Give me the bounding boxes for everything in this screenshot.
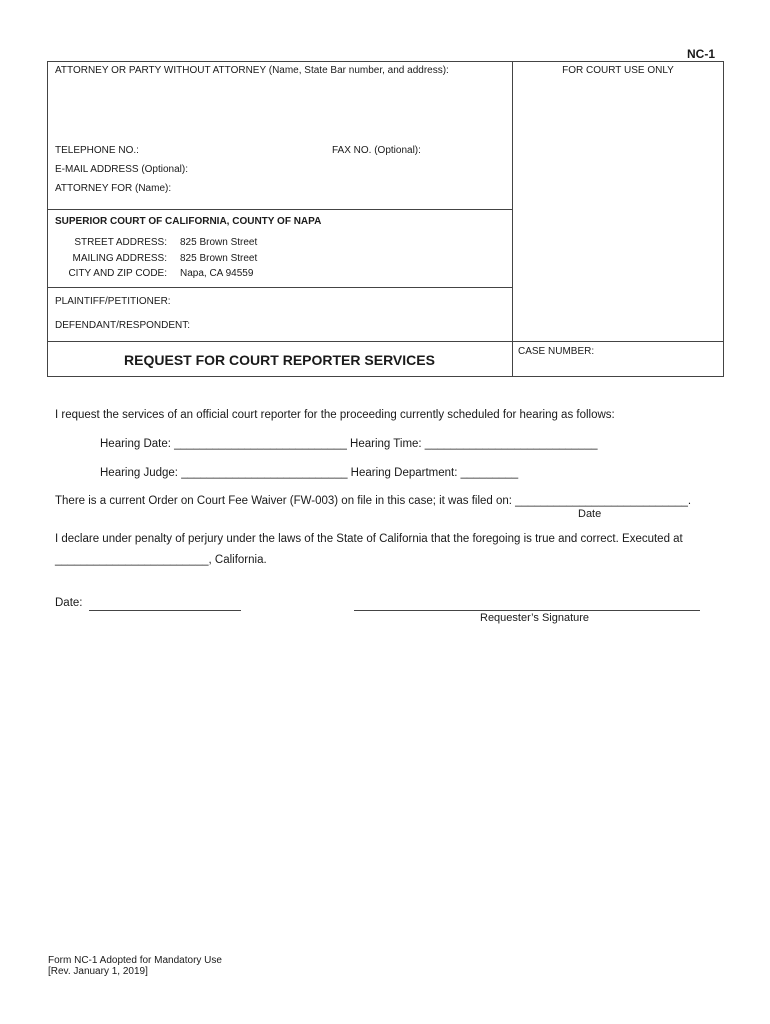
telephone-label: TELEPHONE NO.:	[55, 145, 139, 156]
declaration-text: I declare under penalty of perjury under the laws of the State of California that the foregoing is true and correct. Executed at	[55, 533, 683, 545]
divider-parties-title	[47, 341, 724, 342]
city-zip-value: Napa, CA 94559	[180, 268, 254, 279]
attorney-for-label: ATTORNEY FOR (Name):	[55, 183, 172, 194]
case-number-label: CASE NUMBER:	[518, 346, 595, 357]
signature-line	[354, 610, 700, 611]
form-title: REQUEST FOR COURT REPORTER SERVICES	[124, 352, 435, 368]
defendant-label: DEFENDANT/RESPONDENT:	[55, 320, 191, 331]
fee-waiver-date-caption: Date	[578, 508, 602, 520]
divider-attorney-court	[47, 209, 512, 210]
fee-waiver-line: There is a current Order on Court Fee Waiver (FW-003) on file in this case; it was filed on: ___________________________.	[55, 495, 692, 507]
signature-caption: Requester’s Signature	[480, 612, 590, 624]
street-address-label: STREET ADDRESS:	[74, 237, 167, 248]
date-line	[89, 610, 241, 611]
plaintiff-label: PLAINTIFF/PETITIONER:	[55, 296, 171, 307]
mailing-address-value: 825 Brown Street	[180, 253, 258, 264]
form-id: NC-1	[686, 47, 715, 61]
date-label: Date:	[55, 597, 83, 609]
email-label: E-MAIL ADDRESS (Optional):	[55, 164, 189, 175]
court-use-label: FOR COURT USE ONLY	[562, 65, 674, 76]
city-zip-label: CITY AND ZIP CODE:	[68, 268, 167, 279]
divider-vertical	[512, 61, 513, 377]
street-address-value: 825 Brown Street	[180, 237, 258, 248]
footer-form-adopted: Form NC-1 Adopted for Mandatory Use	[48, 955, 222, 966]
attorney-label: ATTORNEY OR PARTY WITHOUT ATTORNEY (Name, State Bar number, and address):	[55, 65, 449, 76]
executed-at-line: ________________________, California.	[55, 554, 267, 566]
hearing-date-time-line: Hearing Date: ___________________________ Hearing Time: ___________________________	[100, 438, 598, 450]
divider-court-parties	[47, 287, 512, 288]
fax-label: FAX NO. (Optional):	[332, 145, 421, 156]
mailing-address-label: MAILING ADDRESS:	[72, 253, 167, 264]
request-text: I request the services of an official court reporter for the proceeding currently scheduled for hearing as follows:	[55, 409, 615, 421]
hearing-judge-dept-line: Hearing Judge: __________________________ Hearing Department: _________	[100, 467, 519, 479]
court-name: SUPERIOR COURT OF CALIFORNIA, COUNTY OF NAPA	[55, 216, 322, 227]
footer-revision: [Rev. January 1, 2019]	[48, 966, 148, 977]
